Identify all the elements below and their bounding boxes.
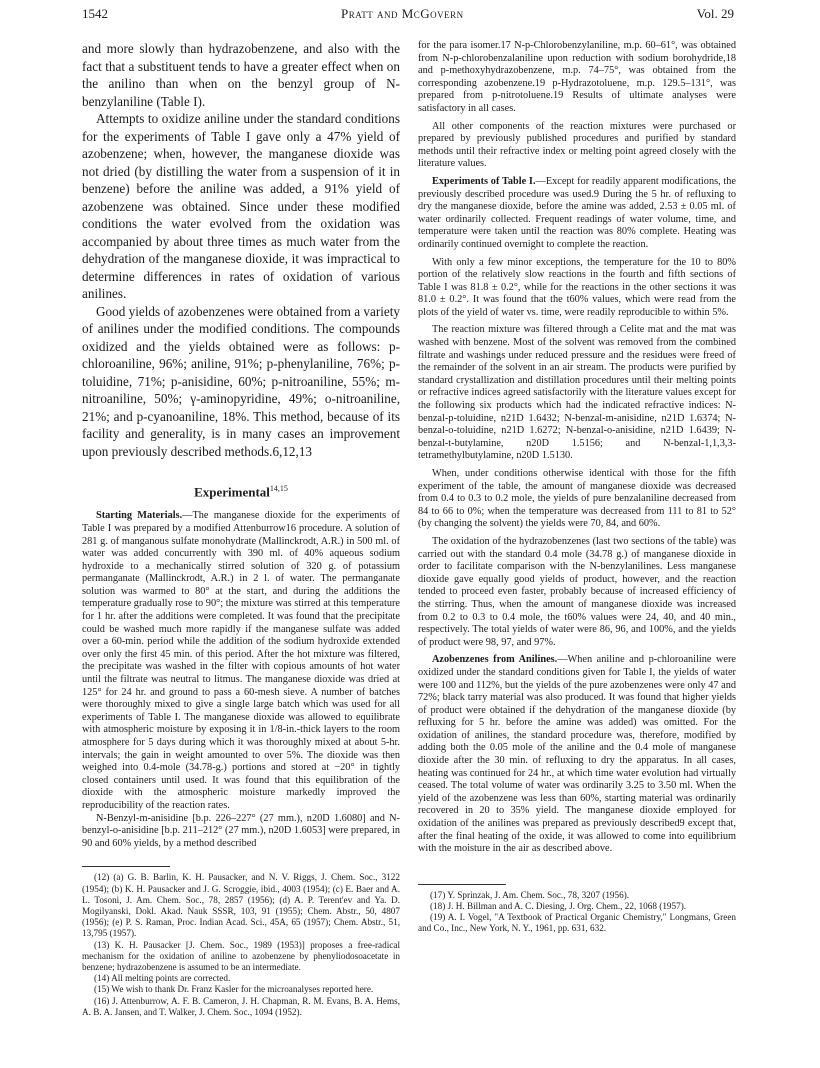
volume-label: Vol. 29 [696,6,734,21]
running-title: Pratt and McGovern [340,6,464,21]
page-number: 1542 [82,6,108,21]
footnote: (15) We wish to thank Dr. Franz Kasler for the microanalyses reported here. [94,984,374,995]
paragraph: With only a few minor exceptions, the temperature for the 10 to 80% portion of the relatively slow reactions in the fourth and fifth sections of Table I was 81.8 ± 0.2°, while for the reactions in the other sections it was 81.0 ± 0.2°. It was found that the t60% values, which were read from the plots of the yield of water vs. time, were readily reproducible to within 5%. [418,256,736,318]
experiments-table-paragraph [418,176,736,252]
footnote: (19) A. I. Vogel, "A Textbook of Practical Organic Chemistry," Longmans, Green and Co., Inc., New York, N. Y., 1961, pp. 631, 632. [418,912,736,934]
paragraph-text: —The manganese dioxide for the experiments of Table I was prepared by a modified Attenburrow16 procedure. A solution of 281 g. of manganous sulfate monohydrate (Mallinckrodt, A.R.) in 500 ml. of water was added concurrently with 390 ml. of 40% aqueous sodium hydroxide to a mechanically stirred solution of 320 g. of potassium permanganate (Mallinckrodt, A.R.) in 2 l. of water. The permanganate solution was warmed to 80° at the start, and during the additions the temperature gradually rose to 90°; the mixture was stirred at this temperature for 1 hr. after the additions were completed. It was found that the precipitate could be washed much more rapidly if the manganese sulfate was added over a 60-min. period while the addition of the sodium hydroxide extended over only the first 45 min. of this period. After the hot mixture was filtered, the precipitate was washed in the filter with copious amounts of hot water until the filtrate was neutral to litmus. The manganese dioxide was dried at 125° for 24 hr. and ground to pass a 60-mesh sieve. A number of batches were thoroughly mixed to give a single large batch which was used for all experiments of Table I. The manganese dioxide was allowed to equilibrate with atmospheric moisture by exposing it in 1/8-in.-thick layers to the room atmosphere for 5 days during which it was thoroughly mixed at about 5-hr. intervals; the gain in weight amounted to over 5%. The dioxide was then weighed into 0.4-mole (34.78-g.) portions and stored at −20° in tightly closed containers until used. It was found that this equilibration of the dioxide with the atmospheric moisture markedly improved the reproducibility of the reaction rates. [82,510,400,811]
left-column [82,40,400,1018]
heading-text: Experimental [194,484,270,500]
footnote-rule [418,884,506,885]
paragraph: Good yields of azobenzenes were obtained from a variety of anilines under the modified conditions. The compounds oxidized and the yields obtained were as follows: p-chloroaniline, 96%; aniline, 91%; p-phenylaniline, 76%; p-toluidine, 71%; p-anisidine, 60%; p-nitroaniline, 55%; m-nitroaniline, 50%; γ-aminopyridine, 49%; o-nitroaniline, 21%; and p-cyanoaniline, 18%. This method, because of its facility and generality, is in many cases an improvement upon previously described methods.6,12,13 [82,303,400,459]
footnote: (12) (a) G. B. Barlin, K. H. Pausacker, and N. V. Riggs, J. Chem. Soc., 3122 (1954); (b) K. H. Pausacker and J. G. Scroggie, ibid., 4003 (1954); (c) E. Baer and A. L. Tosoni, J. Am. Chem. Soc., 78, 2857 (1956); (d) A. P. Terent'ev and Ya. D. Mogilyanski, Dokl. Akad. Nauk SSSR, 103, 91 (1955); Chem. Abstr., 50, 4807 (1956); (e) P. S. Raman, Proc. Indian Acad. Sci., 45A, 65 (1957); Chem. Abstr., 51, 13,795 (1957). [82,872,400,939]
paragraph: N-Benzyl-m-anisidine [b.p. 226–227° (27 mm.), n20D 1.6080] and N-benzyl-o-anisidine [b.p. 211–212° (27 mm.), n20D 1.6053] were prepared, in 90 and 60% yields, by a method described [82,812,400,849]
footnote-rule [82,866,170,867]
experimental-heading [82,484,400,500]
footnote: (13) K. H. Pausacker [J. Chem. Soc., 1989 (1953)] proposes a free-radical mechanism for the oxidation of aniline to azobenzene by phenyliodosoacetate in benzene; hydrazobenzene is assumed to be an intermediate. [82,939,400,972]
footnote: (14) All melting points are corrected. [94,973,231,984]
heading-refs: 14,15 [269,484,288,493]
runin-heading: Azobenzenes from Anilines. [432,654,558,666]
paragraph: and more slowly than hydrazobenzene, and also with the fact that a substituent tends to have a greater effect when on the anilino than when on the benzyl group of N-benzylaniline (Table I). [82,41,400,109]
azobenzenes-paragraph [418,654,736,856]
footnote: (17) Y. Sprinzak, J. Am. Chem. Soc., 78, 3207 (1956). [430,889,630,900]
runin-heading: Experiments of Table I. [432,175,536,187]
paragraph-text: —When aniline and p-chloroaniline were oxidized under the standard conditions given for Table I, the yields of water were 100 and 112%, but the yields of the pure azobenzenes were only 47 and 72%; black tarry material was also produced. It was found that higher yields of product were obtained if the dehydration of the manganese dioxide (by refluxing for 5 hr. before the amine was added) was omitted. For the oxidation of anilines, the standard procedure was, therefore, modified by adding both the 0.05 mole of the aniline and the 0.4 mole of manganese dioxide after the 30 min. of refluxing to dry the apparatus. In all cases, heating was continued for 24 hr., at which time water evolution had virtually ceased. The total volume of water was ordinarily 3.25 to 3.50 ml. When the yield of the azobenzene was less than 60%, starting material was ordinarily recovered in 20 to 35% yield. The manganese dioxide employed for oxidation of the anilines was prepared as previously described9 except that, after the final heating of the oxide, it was allowed to come into equilibrium with the moisture in the air as described above. [418,654,736,855]
paragraph: When, under conditions otherwise identical with those for the fifth experiment of the table, the amount of manganese dioxide was decreased from 0.4 to 0.3 to 0.2 mole, the yields of pure benzalaniline decreased from 84 to 66 to 0%; when the temperature was decreased from 111 to 81 to 52° (by changing the solvent) the yields were 70, 84, and 60%. [418,468,736,530]
paragraph-text: —Except for readily apparent modifications, the previously described procedure was used.9 During the 5 hr. of refluxing to dry the manganese dioxide, before the amine was added, 2.53 ± 0.05 ml. of water ordinarily collected. Frequent readings of water volume, time, and temperature were taken until the reaction was 80% complete. Heating was ordinarily continued overnight to complete the reaction. [418,175,736,250]
right-column [418,40,736,935]
footnote: (18) J. H. Billman and A. C. Diesing, J. Org. Chem., 22, 1068 (1957). [430,901,687,912]
paragraph: All other components of the reaction mixtures were purchased or prepared by previously published procedures and purified by standard methods until their refractive index or melting point agreed closely with the literature values. [418,120,736,170]
footnotes-right [418,890,736,935]
footnote: (16) J. Attenburrow, A. F. B. Cameron, J. H. Chapman, R. M. Evans, B. A. Hems, A. B. A. Jansen, and T. Walker, J. Chem. Soc., 1094 (1952). [82,995,400,1017]
running-head [82,6,734,28]
footnotes-left [82,872,400,1018]
paragraph: The reaction mixture was filtered through a Celite mat and the mat was washed with benzene. Most of the solvent was removed from the combined filtrate and washings under reduced pressure and the residues were freed of the remainder of the solvent in an air stream. The products were purified by standard crystallization and distillation procedures until their melting points or refractive indices agreed satisfactorily with the literature values except for the following six products which had the indicated refractive indices: N-benzal-p-toluidine, n21D 1.6432; N-benzal-m-anisidine, n21D 1.6374; N-benzal-o-toluidine, n21D 1.6272; N-benzal-o-anisidine, n21D 1.6439; N-benzal-t-butylamine, n20D 1.5156; and N-benzal-1,1,3,3-tetramethylbutylamine, n20D 1.5130. [418,324,736,462]
paragraph: The oxidation of the hydrazobenzenes (last two sections of the table) was carried out with the standard 0.4 mole (34.78 g.) of manganese dioxide in order to facilitate comparison with the N-benzylanilines. Less manganese dioxide gave equally good yields of product, however, and the reaction tended to proceed even faster, probably because of increased efficiency of the stirring. Thus, when the amount of manganese dioxide was increased from 0.2 to 0.3 to 0.4 mole, the t60% values were 24, 40, and 40 min., respectively. The total yields of water were 86, 96, and 100%, and the yields of product were 98, 97, and 97%. [418,535,736,648]
paragraph: for the para isomer.17 N-p-Chlorobenzylaniline, m.p. 60–61°, was obtained from N-p-chlorobenzalaniline upon reduction with sodium borohydride,18 and p-methoxyhydrazobenzene, m.p. 74–75°, was obtained from the corresponding azobenzene.19 p-Hydrazotoluene, m.p. 129.5–131°, was prepared from p-nitrotoluene.19 Results of ultimate analyses were satisfactory in all cases. [418,40,736,114]
starting-materials-paragraph [82,510,400,812]
paragraph: Attempts to oxidize aniline under the standard conditions for the experiments of Table I gave only a 47% yield of azobenzene; when, however, the manganese dioxide was not dried (by distilling the water from a suspension of it in benzene) before the aniline was added, a 91% yield of azobenzene was obtained. Since under these modified conditions the water evolved from the oxidation was accompanied by about three times as much water from the dehydration of the manganese dioxide, it was impractical to determine differences in rates of oxidation of various anilines. [82,111,400,301]
runin-heading: Starting Materials. [96,510,183,522]
